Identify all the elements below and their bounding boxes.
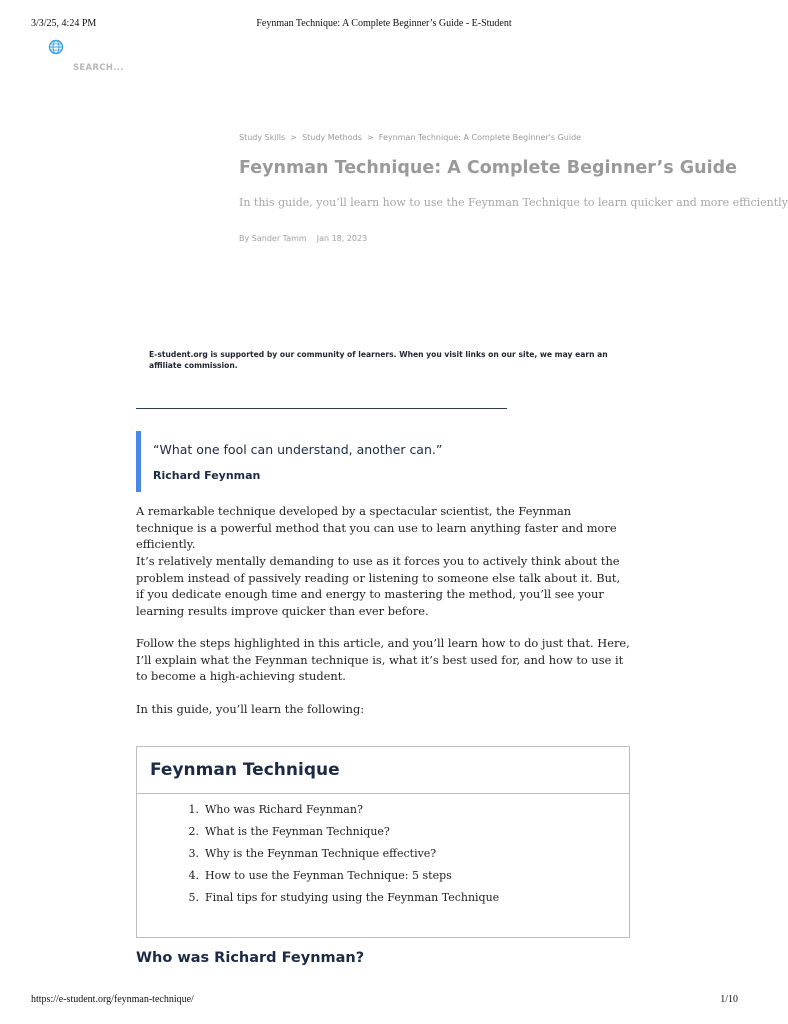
print-page-title: Feynman Technique: A Complete Beginner’s Guide - E-Student [256,18,512,29]
breadcrumb-item-study-skills[interactable]: Study Skills [239,133,286,142]
page-title: Feynman Technique: A Complete Beginner’s Guide [239,158,738,178]
quote-text: “What one fool can understand, another can.” [153,442,443,457]
section-heading: Who was Richard Feynman? [136,950,365,966]
toc-header [137,747,629,794]
globe-logo-icon[interactable] [48,39,64,55]
print-datetime: 3/3/25, 4:24 PM [31,18,97,29]
divider [136,408,507,409]
breadcrumb [239,133,581,142]
search-input[interactable]: SEARCH... [73,63,124,73]
toc-title: Feynman Technique [150,760,340,780]
paragraph: Follow the steps highlighted in this article, and you’ll learn how to do just that. Here, I’ll explain what the Feynman technique is, what it’s best used for, and how to use it to become a high-achieving student. [136,636,630,683]
toc-item-label[interactable]: Final tips for studying using the Feynman Technique [205,891,500,904]
breadcrumb-item-study-methods[interactable]: Study Methods [302,133,362,142]
affiliate-notice: E-student.org is supported by our community of learners. When you visit links on our site, we may earn an affiliate commission. [149,350,608,370]
toc-item-label[interactable]: How to use the Feynman Technique: 5 steps [205,869,452,882]
toc-list [183,803,499,913]
print-url: https://e-student.org/feynman-technique/ [31,994,194,1005]
table-of-contents [136,746,630,938]
toc-item[interactable]: 3. Why is the Feynman Technique effective? [188,847,437,860]
author-link[interactable]: By Sander Tamm [239,234,307,243]
publish-date: Jan 18, 2023 [316,234,368,243]
toc-item-label[interactable]: What is the Feynman Technique? [205,825,390,838]
toc-item-label[interactable]: Who was Richard Feynman? [205,803,363,816]
breadcrumb-separator: > [287,133,300,142]
byline [239,234,367,243]
paragraph: It’s relatively mentally demanding to use as it forces you to actively think about the problem instead of passively reading or listening to someone else talk about it. But, if you dedicate enough time and energy to mastering the method, you’ll see your learning results improve quicker than ever before. [136,554,621,618]
toc-item-label[interactable]: Why is the Feynman Technique effective? [205,847,437,860]
toc-item[interactable]: 5. Final tips for studying using the Feynman Technique [188,891,500,904]
quote-accent-bar [136,431,141,492]
breadcrumb-separator: > [364,133,377,142]
toc-item[interactable]: 4. How to use the Feynman Technique: 5 steps [188,869,452,882]
breadcrumb-item-current: Feynman Technique: A Complete Beginner's Guide [378,133,582,142]
toc-item[interactable]: 1. Who was Richard Feynman? [188,803,363,816]
paragraph: In this guide, you’ll learn the following: [136,702,365,716]
paragraph: A remarkable technique developed by a spectacular scientist, the Feynman technique is a powerful method that you can use to learn anything faster and more efficiently. [136,504,617,551]
quote-author: Richard Feynman [153,469,261,482]
page-subtitle: In this guide, you’ll learn how to use the Feynman Technique to learn quicker and more efficiently [239,196,788,209]
print-page-number: 1/10 [720,994,738,1005]
toc-item[interactable]: 2. What is the Feynman Technique? [188,825,390,838]
